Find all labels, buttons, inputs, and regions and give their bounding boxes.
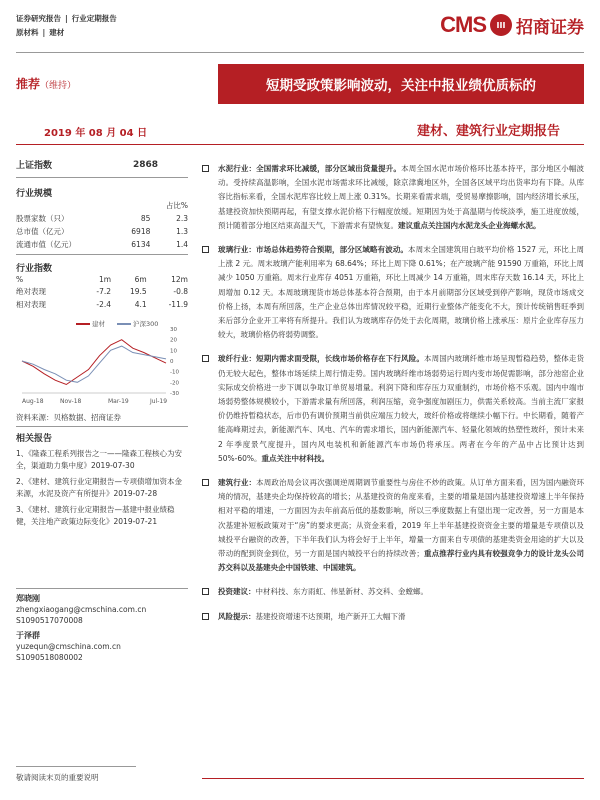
header-category: 证券研究报告 | 行业定期报告 原材料 | 建材	[16, 14, 117, 37]
related-report-link[interactable]: 1、《隆森工程系列报告之一——隆森工程核心为安全，渠道助力集中度》2019-07-30	[16, 449, 183, 470]
related-reports	[16, 448, 188, 528]
rating: 推荐（维持）	[16, 77, 77, 91]
chart-source: 资料来源：贝格数据、招商证券	[16, 413, 121, 422]
sector: 原材料	[16, 28, 39, 37]
banner-title: 短期受政策影响波动，关注中报业绩优质标的	[218, 64, 584, 104]
report-subtype: 行业定期报告	[71, 14, 117, 23]
x-tick-label: Aug-18	[22, 398, 44, 405]
index-chart-svg	[16, 315, 188, 410]
checkbox-icon	[202, 165, 209, 172]
checkbox-icon	[202, 246, 209, 253]
report-title: 建材、建筑行业定期报告	[416, 124, 560, 139]
analyst-email[interactable]: zhengxiaogang@cmschina.com.cn	[16, 605, 147, 614]
y-tick-label: -30	[170, 391, 179, 397]
table-row: 流通市值（亿元） 6134 1.4	[16, 240, 188, 249]
analyst-2: 于泽群 yuzequn@cmschina.com.cn S1090518080002	[16, 630, 188, 663]
index-title: 行业指数	[16, 264, 53, 274]
table-row: 股票家数（只） 85 2.3	[16, 214, 188, 223]
related-report-link[interactable]: 2、《建材、建筑行业定期报告—专项债增加资本金来源，水泥及资产有所提升》2019-07-28	[16, 477, 183, 498]
report-type: 证券研究报告	[16, 14, 61, 23]
index-row: 上证指数 2868	[16, 159, 158, 171]
checkbox-icon	[202, 613, 209, 620]
header-divider	[16, 52, 584, 53]
analyst-1: 郑晓刚 zhengxiaogang@cmschina.com.cn S1090517070008	[16, 593, 188, 626]
checkbox-icon	[202, 355, 209, 362]
index-table: % 1m 6m 12m 绝对表现 -7.2 19.5 -0.8 相对表现 -2.4 4.1 -11.9	[16, 275, 188, 309]
x-tick-label: Nov-18	[60, 398, 82, 405]
y-tick-label: -20	[170, 380, 179, 387]
title-divider	[16, 144, 584, 145]
risk-warning: 风险提示：基建投资增速不达预期，地产新开工大幅下滑	[202, 610, 584, 624]
report-date: 2019 年 08 月 04 日	[44, 128, 148, 139]
cement-paragraph: 水泥行业：全国需求环比减缓，部分区域出货量提升。本周全国水泥市场价格环比基本持平，部分地区小幅波动。受持续高温影响，全国水泥市场需求环比减缓，除京津冀地区外，全国各区域平均出货率均有下降。从库容比指标来看，全国水泥库容比较上周上涨 0.31%。长期来看需求端，受贸易摩擦影响，国内经济增长承压，基建投资加快预期再起，有望支撑水泥价格下行幅度放缓。短期因为处于高温期与传统淡季，施工进度放缓，预计随着部分地区结束高温天气，下游需求有望恢复。建议重点关注国内水泥龙头企业海螺水泥。	[202, 162, 584, 233]
y-tick-label: 10	[170, 348, 177, 355]
x-tick-label: Mar-19	[108, 398, 129, 405]
y-tick-label: 30	[170, 327, 177, 333]
scale-title: 行业规模	[16, 189, 53, 199]
checkbox-icon	[202, 479, 209, 486]
logo-cn-text: 招商证券	[516, 17, 584, 38]
bottom-divider	[202, 778, 584, 779]
y-tick-label: -10	[170, 369, 179, 376]
chart-legend	[76, 319, 158, 328]
logo-cms-text: CMS	[440, 12, 486, 37]
scale-table: 占比% 股票家数（只） 85 2.3 总市值（亿元） 6918 1.3 流通市值（亿元） 6134 1.4	[16, 201, 188, 249]
logo-badge-icon: III	[490, 14, 512, 36]
subsector: 建材	[49, 28, 65, 37]
y-tick-label: 20	[170, 337, 177, 344]
series-line-沪深300	[22, 346, 166, 382]
report-body	[202, 162, 584, 634]
footer-note: 敬请阅读末页的重要说明	[16, 773, 99, 782]
series-line-建材	[22, 340, 166, 385]
cms-logo	[440, 12, 584, 38]
table-row: 总市值（亿元） 6918 1.3	[16, 227, 188, 236]
construction-paragraph: 建筑行业：本周政治局会议再次强调逆周期调节重要性与房住不炒的政策。从订单方面来看，因为国内融资环境的情况，基建央企均保持较高的增长；从基建投资的角度来看，主要的增量是国内基建投资增速上半年保持相对平稳的增速，一方面因为去年前高后低的基数影响，所以三季度数据上有望出现一定改善，另一方面是本次基建补短板政策对于“房”的要求更高；从资金来看，2019 年上半年基建投资资金主要的增量是专项债以及城投平台融资的改善，下半年我们认为将会好于上半年，增量一方面来自专项债的基建类资金用途的扩大以及带动的配到资金到位，另一方面是国内城投平台的持续改善；重点推荐行业内具有较强竞争力的设计龙头公司苏交科以及基建央企中国铁建、中国建筑。	[202, 476, 584, 575]
legend-item: 建材	[76, 319, 105, 328]
footer-divider	[16, 766, 136, 767]
sidebar	[16, 150, 188, 663]
related-title: 相关报告	[16, 434, 53, 444]
x-tick-label: Jul-19	[150, 398, 168, 405]
table-row: 绝对表现 -7.2 19.5 -0.8	[16, 287, 188, 296]
analyst-email[interactable]: yuzequn@cmschina.com.cn	[16, 642, 121, 651]
investment-advice: 投资建议：中材科技、东方雨虹、伟星新材、苏交科、金螳螂。	[202, 585, 584, 599]
related-report-link[interactable]: 3、《建材、建筑行业定期报告—基建中报业绩稳健，关注地产政策边际变化》2019-07-21	[16, 505, 175, 526]
legend-item: 沪深300	[117, 319, 158, 328]
index-chart	[16, 315, 188, 410]
fiberglass-paragraph: 玻纤行业：短期内需求面受限，长线市场价格存在下行风险。本周国内玻璃纤维市场呈现暂稳趋势，整体走货仍无较大起色，整体市场延续上周行情走势。国内玻璃纤维市场弱势运行周内变市场促需影响，部分池窑企业实际成交价格进一步下调以争取订单贸易增量。利润下降和库存压力双重制约，市场价格不乐观。国内中端市场弱势整体规模较小，下游需求量有所回落，利润压缩，竞争强度加剧压力，供需关系较高。当前主流厂家报价仍维持暂稳状态，后市仍有调价预期当前供应端压力较大，玻纤价格或将继续小幅下行。中长期看，随着产能高峰期过去，新能源汽车、风电、汽车的需求增长，国内新能源汽车、轻量化领域的热塑性玻纤，预计未来 2 年季度景气度提升，国内风电装机和新能源汽车市场仍将承压。两者在今年的产品中占比预计达到 50%-60%。重点关注中材科技。	[202, 352, 584, 466]
checkbox-icon	[202, 588, 209, 595]
table-row: 相对表现 -2.4 4.1 -11.9	[16, 300, 188, 309]
glass-paragraph: 玻璃行业：市场总体趋势符合预期，部分区域略有波动。本周末全国建筑用白玻平均价格 1527 元，环比上周上涨 2 元。周末玻璃产能利用率为 68.64%；环比上周下降 0.61%；在产玻璃产能 91590 万重箱，环比上周减少 1050 万重箱。周末行业库存 4051 万重箱，环比上周减少 14 万重箱，周末库存天数 16.14 天，环比上周增加 0.12 天。本周玻璃现货市场总体基本符合预期，由于本月前期部分区域受到停产影响，现货市场成交价格上扬，本周有所回落，生产企业总体出库情况较平稳，近期行业整体产能变化不大，预计传统销售旺季到来后部分企业开工率将有所提升。我们认为玻璃库存仍处于去化周期，玻璃价格上涨承压：原片企业库存压力较大，玻璃价格仍将弱势调整。	[202, 243, 584, 342]
y-tick-label: 0	[170, 359, 174, 365]
